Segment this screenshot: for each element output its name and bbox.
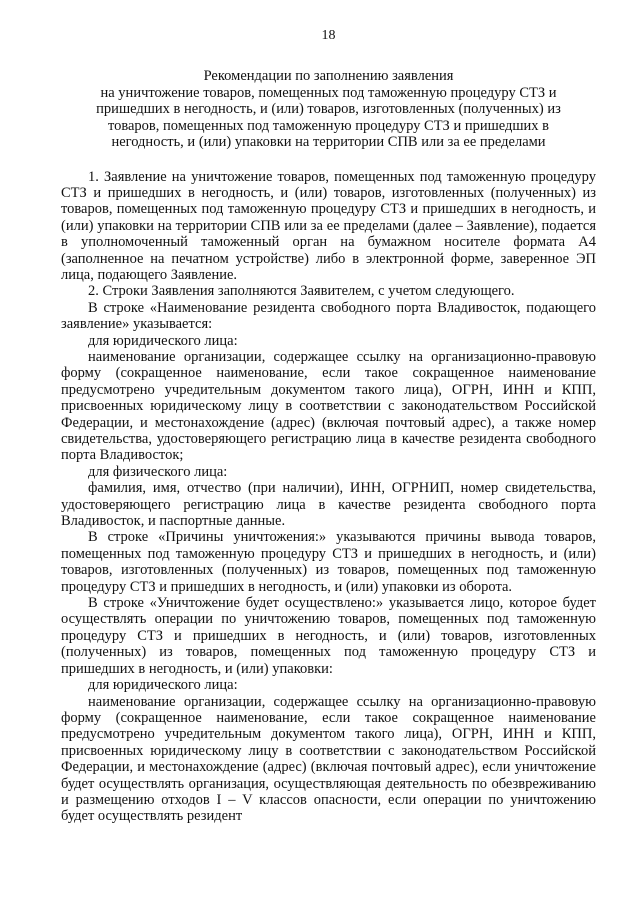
document-title bbox=[61, 68, 596, 85]
paragraph-legal-entity-details-2: наименование организации, содержащее ссылку на организационно-правовую форму (сокращенное наименование, если такое сокращенное наименование предусмотрено учредительным документом такого лица), ОГРН, ИНН и КПП, присвоенных юридическому лицу в соответствии с законодательством Российской Федерации, и местонахождение (адрес) (включая почтовый адрес), если уничтожение будет осуществлять организация, осуществляющая деятельность по обезвреживанию и размещению отходов I – V классов опасности, если операции по уничтожению будет осуществлять резидент bbox=[61, 693, 596, 825]
title-line: негодность, и (или) упаковки на территории СПВ или за ее пределами bbox=[111, 134, 546, 150]
paragraph-1-application-submission: 1. Заявление на уничтожение товаров, помещенных под таможенную процедуру СТЗ и пришедших в негодность, и (или) товаров, изготовленных (полученных) из товаров, помещенных под таможенную процедуру СТЗ и пришедших в негодность, и (или) упаковки на территории СПВ или за ее пределами (далее – Заявление), подается в уполномоченный таможенный орган на бумажном носителе формата А4 (заполненное на печатном устройстве) либо в электронной форме, заверенное ЭП лица, подающего Заявление. bbox=[61, 168, 596, 283]
page-number: 18 bbox=[321, 28, 336, 43]
paragraph-legal-entity-label: для юридического лица: bbox=[88, 332, 238, 349]
document-body bbox=[61, 169, 596, 825]
paragraph-destruction-performer-row: В строке «Уничтожение будет осуществлено:» указывается лицо, которое будет осуществлять операции по уничтожению товаров, помещенных под таможенную процедуру СТЗ и пришедших в негодность, и (или) товаров, изготовленных (полученных) из товаров, помещенных под таможенную процедуру СТЗ и пришедших в негодность, и (или) упаковки: bbox=[61, 595, 596, 677]
paragraph-individual-details: фамилия, имя, отчество (при наличии), ИНН, ОГРНИП, номер свидетельства, удостоверяющего регистрацию лица в качестве резидента свободного порта Владивосток, и паспортные данные. bbox=[61, 480, 596, 530]
title-subject bbox=[61, 85, 596, 151]
paragraph-legal-entity-details: наименование организации, содержащее ссылку на организационно-правовую форму (сокращенное наименование, если такое сокращенное наименование предусмотрено учредительным документом такого лица), ОГРН, ИНН и КПП, присвоенных юридическому лицу в соответствии с законодательством Российской Федерации, и местонахождение (адрес) (включая почтовый адрес), а также номер свидетельства, удостоверяющего регистрацию лица в качестве резидента свободного порта Владивосток; bbox=[61, 348, 596, 464]
paragraph-2-filling-rules: 2. Строки Заявления заполняются Заявителем, с учетом следующего. bbox=[88, 283, 515, 300]
title-line: товаров, помещенных под таможенную процедуру СТЗ и пришедших в bbox=[107, 117, 550, 134]
title-line: пришедших в негодность, и (или) товаров, изготовленных (полученных) из bbox=[96, 101, 561, 117]
paragraph-individual-label: для физического лица: bbox=[88, 463, 228, 480]
paragraph-legal-entity-label-2: для юридического лица: bbox=[88, 677, 238, 694]
title-heading: Рекомендации по заполнению заявления bbox=[203, 68, 454, 84]
title-line: на уничтожение товаров, помещенных под таможенную процедуру СТЗ и bbox=[100, 84, 557, 101]
paragraph-destruction-reasons-row: В строке «Причины уничтожения:» указываются причины вывода товаров, помещенных под таможенную процедуру СТЗ и пришедших в негодность, и (или) товаров, изготовленных (полученных) из товаров, помещенных под таможенную процедуру СТЗ и пришедших в негодность, и (или) упаковки из оборота. bbox=[61, 529, 596, 595]
paragraph-resident-name-row: В строке «Наименование резидента свободного порта Владивосток, подающего заявление» указывается: bbox=[61, 299, 596, 333]
